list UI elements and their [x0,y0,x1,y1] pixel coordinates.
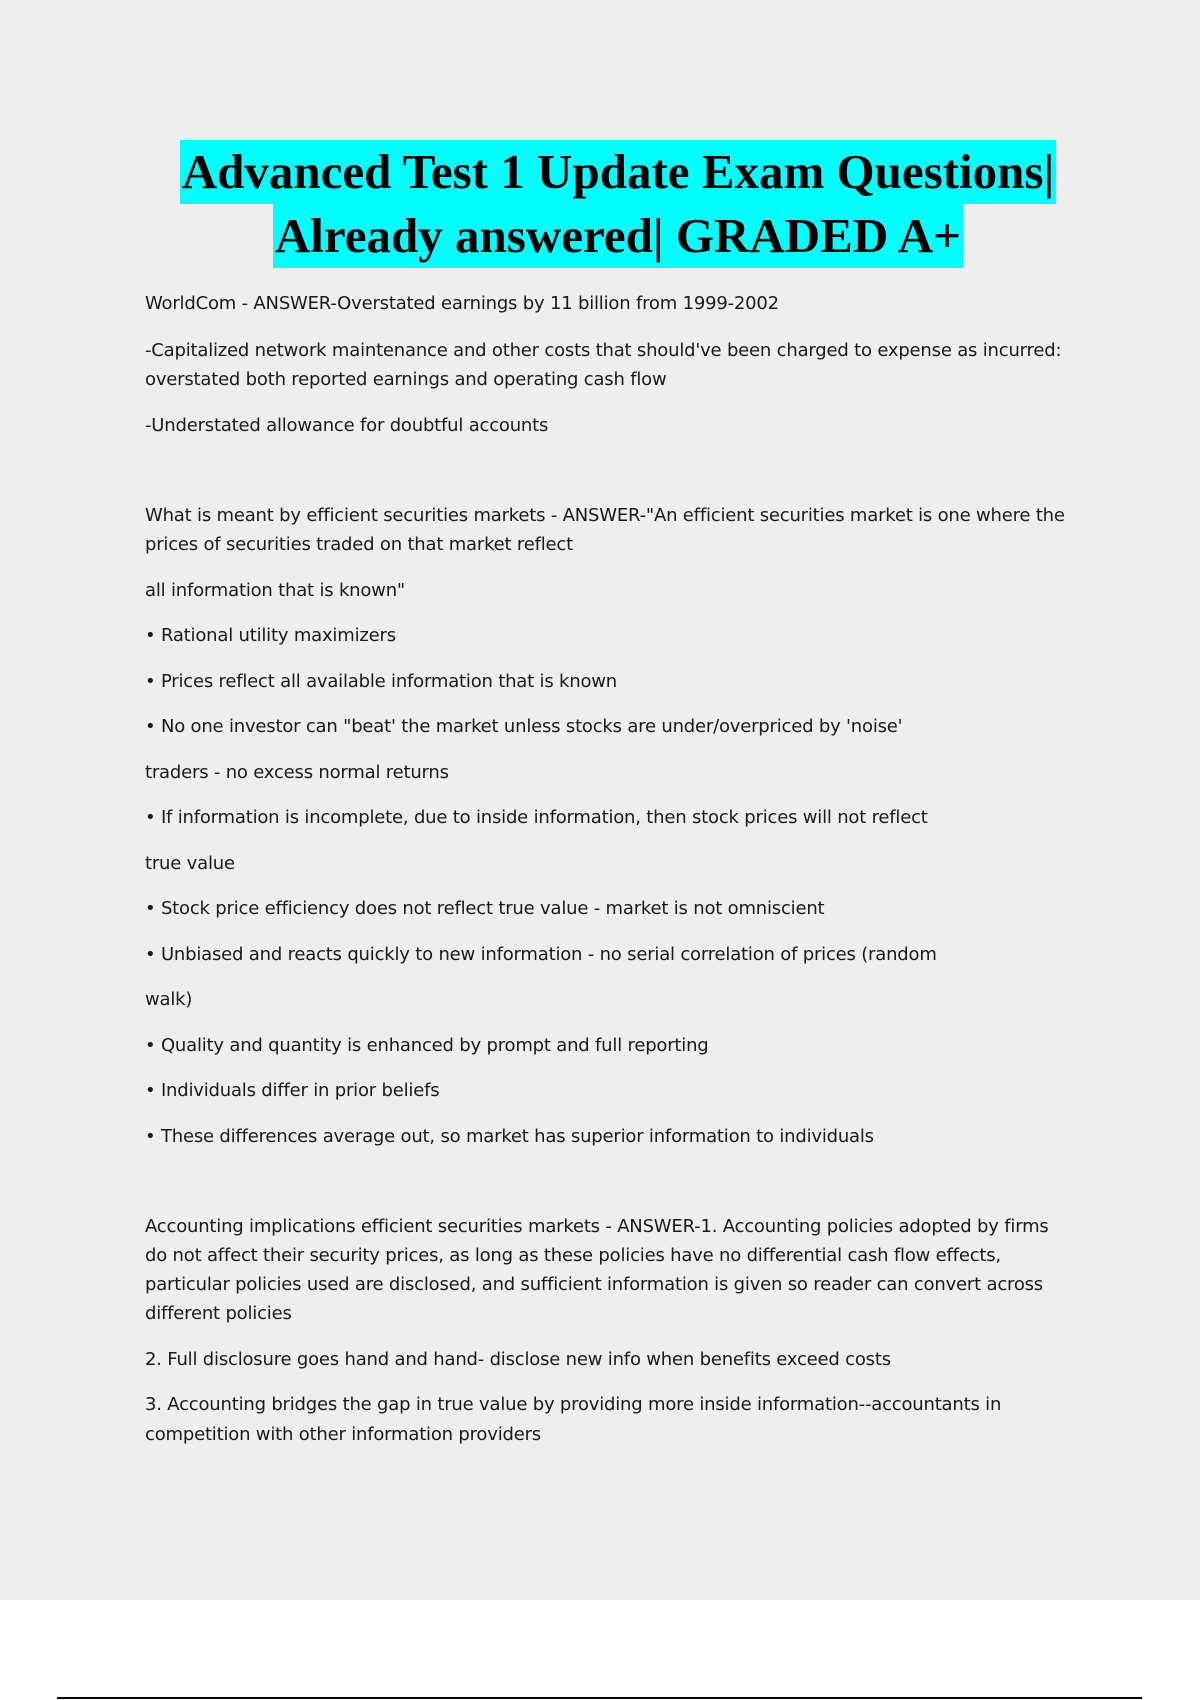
paragraph: do not affect their security prices, as long as these policies have no differential cash flow effects, [145,1245,1001,1266]
paragraph: walk) [145,989,193,1010]
paragraph: all information that is known" [145,580,405,601]
list-item: • Stock price efficiency does not reflect true value - market is not omniscient [145,898,825,919]
paragraph: true value [145,853,235,874]
paragraph: WorldCom - ANSWER-Overstated earnings by 11 billion from 1999-2002 [145,293,779,314]
paragraph: Accounting implications efficient securities markets - ANSWER-1. Accounting policies adopted by firms [145,1216,1049,1237]
title-line-1: Advanced Test 1 Update Exam Questions| [180,140,1057,204]
document-title [0,140,1200,268]
title-line-2: Already answered| GRADED A+ [273,204,963,268]
list-item: • If information is incomplete, due to inside information, then stock prices will not reflect [145,807,928,828]
list-item: • Unbiased and reacts quickly to new information - no serial correlation of prices (random [145,944,937,965]
list-item: • Individuals differ in prior beliefs [145,1080,440,1101]
paragraph: traders - no excess normal returns [145,762,449,783]
list-item: • Rational utility maximizers [145,625,396,646]
paragraph: different policies [145,1303,292,1324]
paragraph: What is meant by efficient securities markets - ANSWER-"An efficient securities market is one where the [145,505,1065,526]
paragraph: -Understated allowance for doubtful accounts [145,415,549,436]
paragraph: competition with other information providers [145,1424,541,1445]
paragraph: -Capitalized network maintenance and other costs that should've been charged to expense as incurred: [145,340,1062,361]
paragraph: overstated both reported earnings and operating cash flow [145,369,667,390]
list-item: • Prices reflect all available information that is known [145,671,617,692]
footer-divider [57,1697,1142,1699]
paragraph: prices of securities traded on that market reflect [145,534,573,555]
paragraph: particular policies used are disclosed, and sufficient information is given so reader can convert across [145,1274,1043,1295]
paragraph: 2. Full disclosure goes hand and hand- disclose new info when benefits exceed costs [145,1349,891,1370]
list-item: • No one investor can "beat' the market unless stocks are under/overpriced by 'noise' [145,716,903,737]
paragraph: 3. Accounting bridges the gap in true value by providing more inside information--accountants in [145,1394,1002,1415]
list-item: • Quality and quantity is enhanced by prompt and full reporting [145,1035,709,1056]
list-item: • These differences average out, so market has superior information to individuals [145,1126,874,1147]
